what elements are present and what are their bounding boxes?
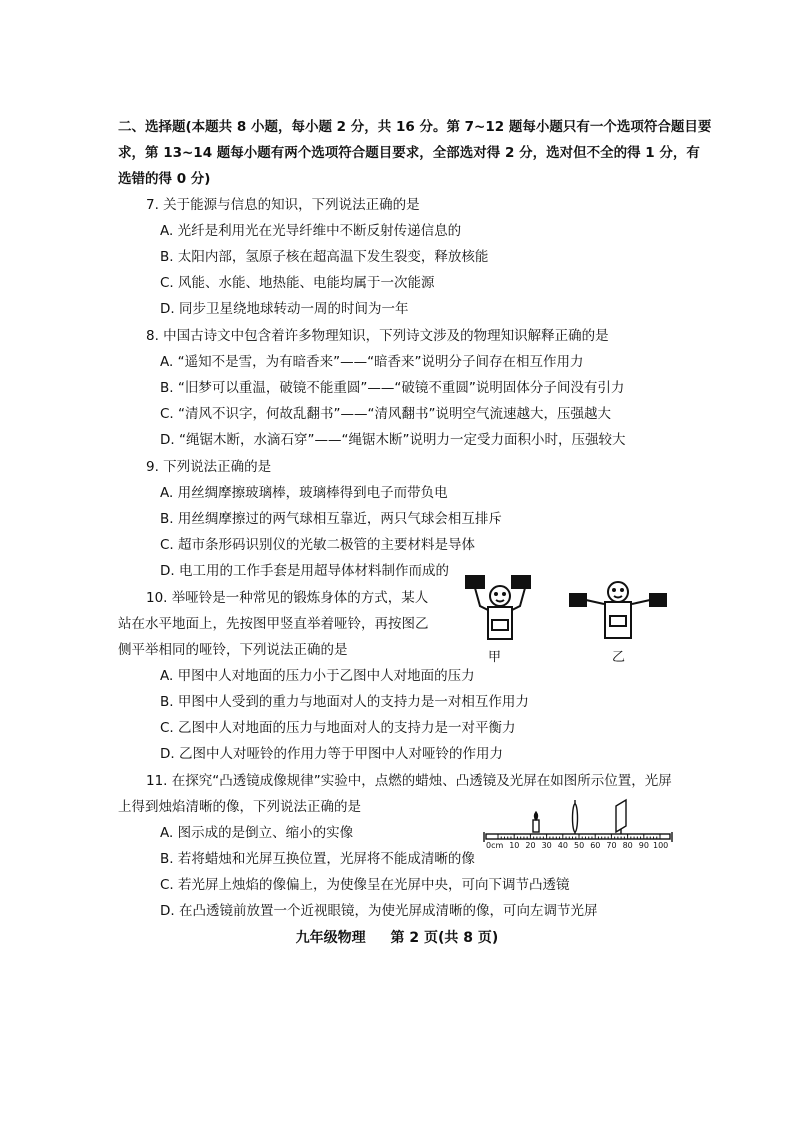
footer-subject: 九年级物理 [295,930,366,946]
ruler-tick-label: 90 [638,841,649,850]
light-screen [616,800,626,832]
question-8-option-b: B. “旧梦可以重温，破镜不能重圆”——“破镜不重圆”说明固体分子间没有引力 [160,380,625,396]
question-9-option-b: B. 用丝绸摩擦过的两气球相互靠近，两只气球会相互排斥 [160,511,502,527]
question-11-stem-line-1: 11. 在探究“凸透镜成像规律”实验中，点燃的蜡烛、凸透镜及光屏在如图所示位置，光屏 [146,773,672,789]
question-11-stem-line-2: 上得到烛焰清晰的像，下列说法正确的是 [118,799,361,815]
page-footer [0,929,794,947]
question-10-option-b: B. 甲图中人受到的重力与地面对人的支持力是一对相互作用力 [160,694,529,710]
question-7-option-a: A. 光纤是利用光在光导纤维中不断反射传递信息的 [160,223,462,239]
optical-bench-figure [484,790,674,852]
question-7-option-d: D. 同步卫星绕地球转动一周的时间为一年 [160,301,409,317]
question-9-option-d: D. 电工用的工作手套是用超导体材料制作而成的 [160,563,449,579]
question-10-stem-line-3: 侧平举相同的哑铃，下列说法正确的是 [118,642,348,658]
section-header-line-1: 二、选择题(本题共 8 小题，每小题 2 分，共 16 分。第 7~12 题每小题只有一个选项符合题目要 [118,119,712,135]
question-8-stem: 8. 中国古诗文中包含着许多物理知识，下列诗文涉及的物理知识解释正确的是 [146,328,609,344]
ruler-tick-label: 80 [622,841,633,850]
ruler-tick-label: 60 [590,841,601,850]
figure-jia-person-overhead-dumbbells [460,572,540,642]
figure-jia-label: 甲 [488,650,502,665]
question-11-option-c: C. 若光屏上烛焰的像偏上，为使像呈在光屏中央，可向下调节凸透镜 [160,877,570,893]
question-7-option-c: C. 风能、水能、地热能、电能均属于一次能源 [160,275,435,291]
optical-rail [486,834,670,839]
question-10-stem-line-2: 站在水平地面上，先按图甲竖直举着哑铃，再按图乙 [118,616,429,632]
figure-yi-person-lateral-raise [568,580,668,642]
section-header-line-3: 选错的得 0 分) [118,171,211,187]
question-10-option-c: C. 乙图中人对地面的压力与地面对人的支持力是一对平衡力 [160,720,516,736]
ruler-tick-label: 70 [606,841,617,850]
question-11-option-b: B. 若将蜡烛和光屏互换位置，光屏将不能成清晰的像 [160,851,475,867]
question-7-stem: 7. 关于能源与信息的知识，下列说法正确的是 [146,197,420,213]
question-11-option-a: A. 图示成的是倒立、缩小的实像 [160,825,354,841]
section-header-line-2: 求，第 13~14 题每小题有两个选项符合题目要求，全部选对得 2 分，选对但不全的得 1 分，有 [118,145,700,161]
question-9-option-a: A. 用丝绸摩擦玻璃棒，玻璃棒得到电子而带负电 [160,485,448,501]
ruler-tick-label: 40 [557,841,568,850]
question-9-stem: 9. 下列说法正确的是 [146,459,272,475]
ruler-tick-label: 50 [574,841,585,850]
question-7-option-b: B. 太阳内部，氢原子核在超高温下发生裂变，释放核能 [160,249,489,265]
ruler-tick-label: 20 [525,841,536,850]
candle-flame [535,812,538,820]
footer-page-number: 第 2 页(共 8 页) [390,930,499,946]
question-11-option-d: D. 在凸透镜前放置一个近视眼镜，为使光屏成清晰的像，可向左调节光屏 [160,903,598,919]
question-10-option-a: A. 甲图中人对地面的压力小于乙图中人对地面的压力 [160,668,475,684]
ruler-tick-label: 100 [653,841,669,850]
question-8-option-d: D. “绳锯木断，水滴石穿”——“绳锯木断”说明力一定受力面积小时，压强较大 [160,432,626,448]
candle [533,820,539,832]
question-10-option-d: D. 乙图中人对哑铃的作用力等于甲图中人对哑铃的作用力 [160,746,503,762]
ruler-tick-label: 30 [541,841,552,850]
question-8-option-a: A. “遥知不是雪，为有暗香来”——“暗香来”说明分子间存在相互作用力 [160,354,584,370]
figure-yi-label: 乙 [612,650,626,665]
question-8-option-c: C. “清风不识字，何故乱翻书”——“清风翻书”说明空气流速越大，压强越大 [160,406,611,422]
question-10-stem-line-1: 10. 举哑铃是一种常见的锻炼身体的方式，某人 [146,590,429,606]
ruler-tick-label: 10 [509,841,520,850]
question-9-option-c: C. 超市条形码识别仪的光敏二极管的主要材料是导体 [160,537,476,553]
convex-lens [573,804,578,832]
ruler-unit-label: 0cm [486,841,504,850]
